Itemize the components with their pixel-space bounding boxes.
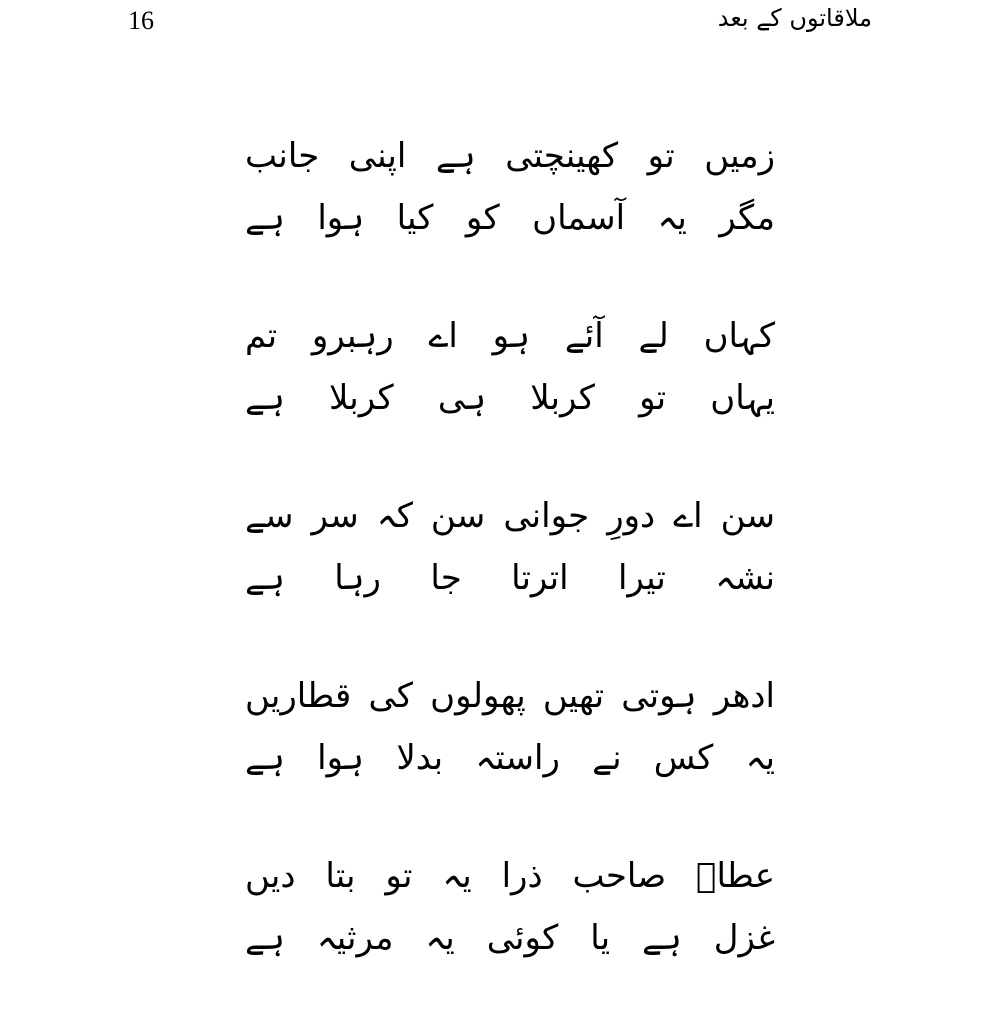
verse-word: رہا bbox=[334, 558, 381, 598]
verse-word: سن bbox=[720, 496, 775, 536]
verse-word: تو bbox=[639, 378, 667, 418]
verse-word: کوئی bbox=[486, 918, 559, 958]
verse-word: سر bbox=[311, 496, 359, 536]
verse-word: اپنی bbox=[348, 136, 407, 176]
verse-word: ہے bbox=[245, 558, 285, 598]
verse-word: دیں bbox=[245, 856, 296, 896]
verse-word: یہ bbox=[657, 198, 687, 238]
verse-word: ہے bbox=[435, 136, 476, 176]
verse-word: ہے bbox=[245, 918, 285, 958]
verse-line bbox=[245, 547, 775, 609]
verse-word: تو bbox=[647, 136, 675, 176]
verse-word: تھیں bbox=[542, 676, 605, 716]
verse-word: کربلا bbox=[530, 378, 595, 418]
verse-word: جوانی bbox=[503, 496, 590, 536]
verse-word: جانب bbox=[245, 136, 320, 176]
verse-word: سے bbox=[245, 496, 294, 536]
page-number: 16 bbox=[128, 6, 154, 35]
verse-word: صاحب bbox=[572, 856, 667, 896]
verse-word: آسماں bbox=[532, 198, 626, 238]
verse-line bbox=[245, 367, 775, 429]
verse-word: مگر bbox=[719, 198, 775, 238]
verse-line bbox=[245, 665, 775, 727]
verse-word: ہوتی bbox=[621, 676, 697, 716]
verse-word: مرثیہ bbox=[316, 918, 394, 958]
verse-line bbox=[245, 187, 775, 249]
verse-word: یہاں bbox=[710, 378, 775, 418]
verse-word: ہوا bbox=[317, 738, 365, 778]
verse-line bbox=[245, 125, 775, 187]
verse-word: ہے bbox=[245, 378, 285, 418]
verse-word: کہاں bbox=[703, 316, 775, 356]
verse-word: بتا bbox=[325, 856, 356, 896]
verse-word: کیا bbox=[396, 198, 434, 238]
verse-word: یا bbox=[590, 918, 611, 958]
verse-word: کربلا bbox=[329, 378, 394, 418]
verse-word: اے bbox=[428, 316, 458, 356]
verse-line bbox=[245, 305, 775, 367]
verse-word: ہو bbox=[492, 316, 531, 356]
verse-word: جا bbox=[430, 558, 462, 598]
verse-word: دورِ bbox=[607, 496, 656, 536]
poem bbox=[245, 125, 775, 1025]
verse-word: ہی bbox=[437, 378, 487, 418]
verse-word: ذرا bbox=[501, 856, 543, 896]
stanza bbox=[245, 665, 775, 845]
verse-word: ہوا bbox=[317, 198, 365, 238]
stanza bbox=[245, 305, 775, 485]
verse-word: یہ bbox=[745, 738, 775, 778]
verse-word: ہے bbox=[245, 738, 285, 778]
verse-word: آئے bbox=[564, 316, 604, 356]
verse-word: پھولوں bbox=[430, 676, 526, 716]
stanza bbox=[245, 845, 775, 1025]
verse-word: کھینچتی bbox=[505, 136, 619, 176]
verse-word: نشہ bbox=[715, 558, 775, 598]
verse-word: عطاؔ bbox=[696, 856, 775, 896]
verse-word: تو bbox=[385, 856, 413, 896]
verse-word: ہے bbox=[245, 198, 285, 238]
verse-word: راستہ bbox=[475, 738, 560, 778]
verse-word: ادھر bbox=[713, 676, 775, 716]
verse-line bbox=[245, 907, 775, 969]
verse-line bbox=[245, 485, 775, 547]
verse-word: لے bbox=[638, 316, 669, 356]
verse-word: رہبرو bbox=[311, 316, 394, 356]
verse-word: تم bbox=[245, 316, 278, 356]
verse-word: تیرا bbox=[617, 558, 666, 598]
verse-word: غزل bbox=[713, 918, 775, 958]
verse-line bbox=[245, 845, 775, 907]
running-title: ملاقاتوں کے بعد bbox=[717, 4, 872, 32]
verse-word: کس bbox=[653, 738, 714, 778]
verse-word: کی bbox=[368, 676, 413, 716]
verse-word: ہے bbox=[641, 918, 682, 958]
verse-word: یہ bbox=[442, 856, 472, 896]
verse-word: اترتا bbox=[511, 558, 569, 598]
verse-word: اے bbox=[673, 496, 703, 536]
verse-word: یہ bbox=[425, 918, 455, 958]
verse-word: کہ bbox=[376, 496, 413, 536]
verse-word: کو bbox=[465, 198, 500, 238]
verse-word: سن bbox=[430, 496, 486, 536]
stanza bbox=[245, 485, 775, 665]
verse-word: بدلا bbox=[396, 738, 444, 778]
verse-word: قطاریں bbox=[245, 676, 352, 716]
verse-line bbox=[245, 727, 775, 789]
stanza bbox=[245, 125, 775, 305]
verse-word: نے bbox=[592, 738, 622, 778]
verse-word: زمیں bbox=[704, 136, 775, 176]
